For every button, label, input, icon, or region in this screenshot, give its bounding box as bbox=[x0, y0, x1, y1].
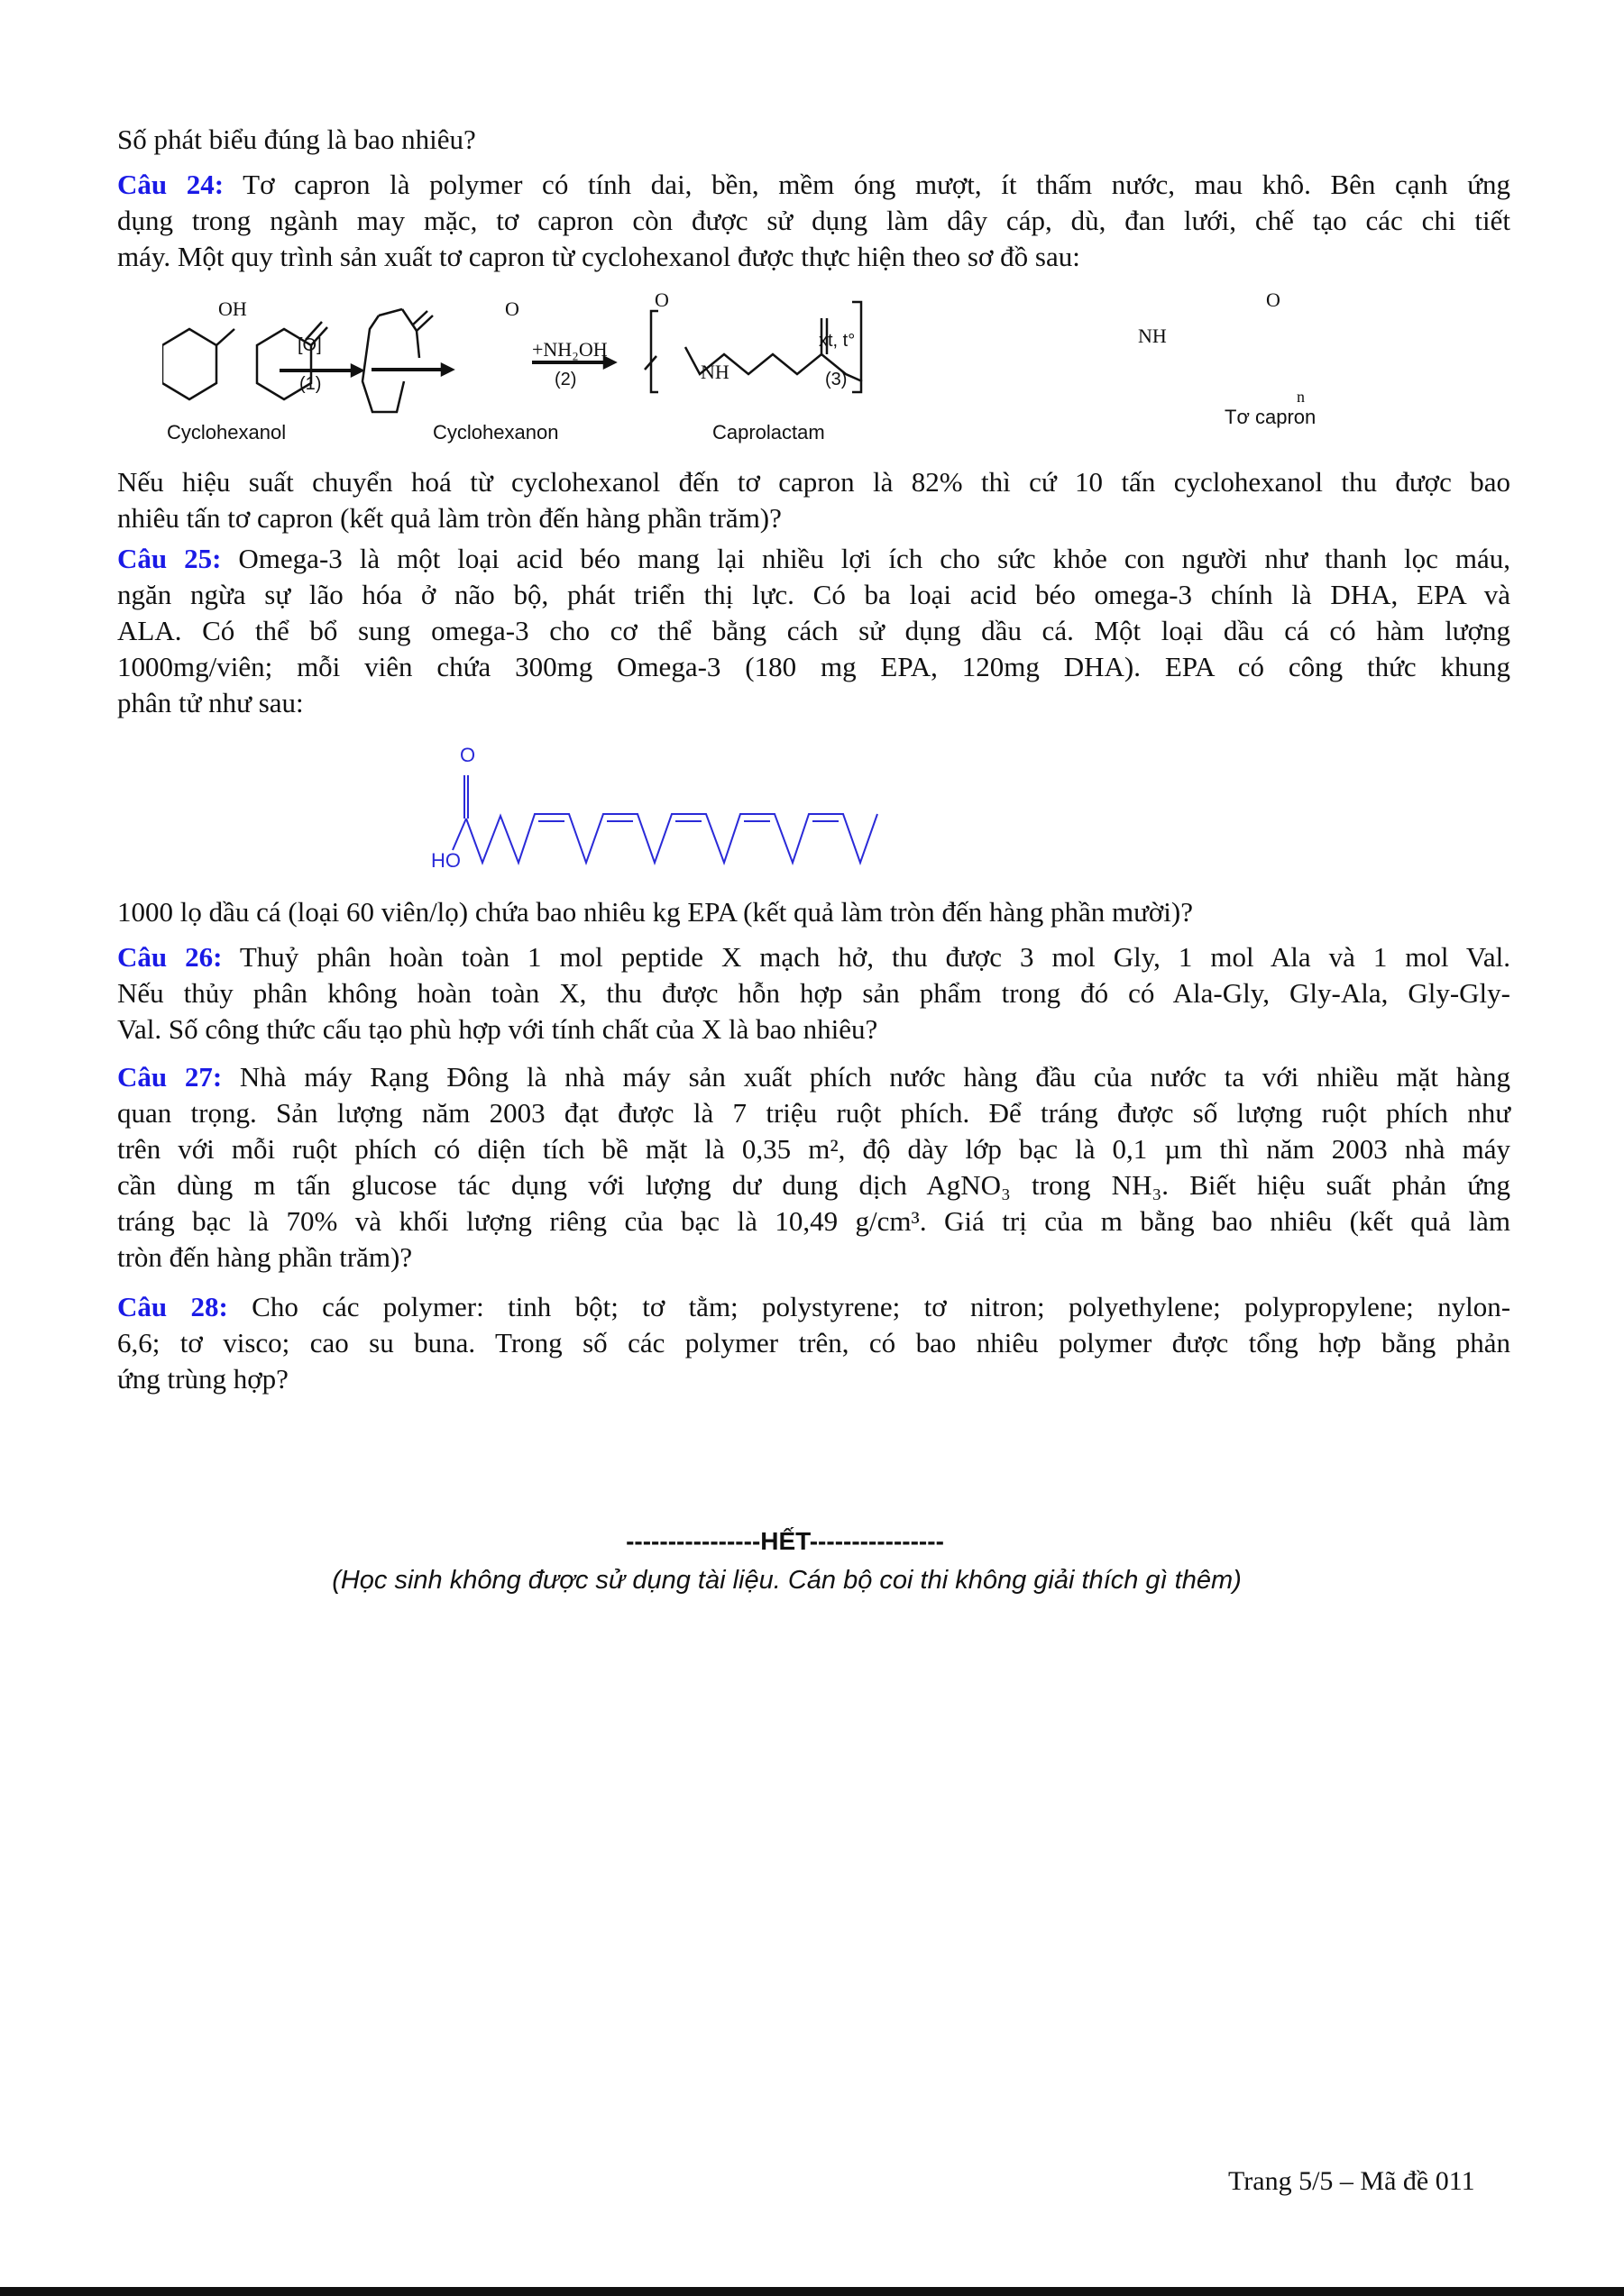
text-line: Thuỷ phân hoàn toàn 1 mol peptide X mạch hở, thu được 3 mol Gly, 1 mol Ala và 1 mol Val. bbox=[222, 941, 1511, 973]
text-line: Nếu hiệu suất chuyển hoá từ cyclohexanol đến tơ capron là 82% thì cứ 10 tấn cyclohexanol thu được bao bbox=[117, 466, 1510, 498]
text-line: tròn đến hàng phần trăm)? bbox=[117, 1241, 413, 1273]
text-line: ALA. Có thể bổ sung omega-3 cho cơ thể bằng cách sử dụng dầu cá. Một loại dầu cá có hàm lượng bbox=[117, 615, 1510, 646]
question-label: Câu 24: bbox=[117, 169, 225, 200]
text-line: Cho các polymer: tinh bột; tơ tằm; polystyrene; tơ nitron; polyethylene; polypropylene; nylon- bbox=[227, 1291, 1511, 1322]
ho-label: HO bbox=[431, 849, 461, 872]
page-footer: Trang 5/5 – Mã đề 011 bbox=[1228, 2166, 1475, 2196]
nh-label: NH bbox=[1138, 325, 1167, 347]
step3-reagent: xt, t° bbox=[819, 331, 856, 351]
text-line: ứng trùng hợp? bbox=[117, 1363, 289, 1395]
oh-label: OH bbox=[218, 297, 247, 320]
scheme-labels bbox=[162, 275, 1497, 460]
text-line: trên với mỗi ruột phích có diện tích bề mặt là 0,35 m², độ dày lớp bạc là 0,1 µm thì năm 2003 nhà máy bbox=[117, 1133, 1510, 1165]
intro-question bbox=[117, 122, 1510, 158]
text-line: nhiêu tấn tơ capron (kết quả làm tròn đến hàng phần trăm)? bbox=[117, 502, 782, 534]
text-line: máy. Một quy trình sản xuất tơ capron từ cyclohexanol được thực hiện theo sơ đồ sau: bbox=[117, 241, 1080, 272]
text-line: Số phát biểu đúng là bao nhiêu? bbox=[117, 123, 476, 155]
end-marker: ----------------HẾT---------------- bbox=[626, 1527, 944, 1555]
text-line: ngăn ngừa sự lão hóa ở não bộ, phát triển thị lực. Có ba loại acid béo omega-3 chính là DHA, EPA và bbox=[117, 579, 1510, 610]
question-label: Câu 25: bbox=[117, 543, 222, 574]
epa-skeletal-formula bbox=[415, 739, 1190, 883]
text-line: dụng trong ngành may mặc, tơ capron còn được sử dụng làm dây cáp, dù, đan lưới, chế tạo các chi tiết bbox=[117, 205, 1510, 236]
n-label: n bbox=[1297, 388, 1305, 406]
step2-reagent: +NH₂OH bbox=[532, 338, 608, 361]
step1-reagent: [O] bbox=[298, 335, 322, 355]
o-label: O bbox=[460, 744, 476, 766]
o-label: O bbox=[505, 297, 519, 320]
question-25-prompt bbox=[117, 894, 1510, 930]
step2-number: (2) bbox=[555, 370, 577, 389]
text-line: 6,6; tơ visco; cao su buna. Trong số các polymer trên, có bao nhiêu polymer được tổng hợp bằng phản bbox=[117, 1327, 1510, 1358]
step1-number: (1) bbox=[299, 374, 322, 394]
text-line: Omega-3 là một loại acid béo mang lại nhiều lợi ích cho sức khỏe con người như thanh lọc máu, bbox=[221, 543, 1510, 574]
text-line: Nhà máy Rạng Đông là nhà máy sản xuất phích nước hàng đầu của nước ta với nhiều mặt hàng bbox=[222, 1061, 1510, 1093]
text-line: phân tử như sau: bbox=[117, 687, 304, 718]
question-28 bbox=[117, 1289, 1510, 1397]
question-24 bbox=[117, 167, 1510, 275]
compound-name: Cyclohexanon bbox=[433, 421, 559, 444]
question-label: Câu 26: bbox=[117, 941, 223, 973]
text-line: cần dùng m tấn glucose tác dụng với lượng dư dung dịch AgNO₃ trong NH₃. Biết hiệu suất phản ứng bbox=[117, 1169, 1510, 1201]
compound-name: Caprolactam bbox=[712, 421, 825, 444]
nh-label: NH bbox=[701, 361, 729, 383]
text-line: Nếu thủy phân không hoàn toàn X, thu được hỗn hợp sản phẩm trong đó có Ala-Gly, Gly-Ala, Gly-Gly- bbox=[117, 977, 1510, 1009]
text-line: tráng bạc là 70% và khối lượng riêng của bạc là 10,49 g/cm³. Giá trị của m bằng bao nhiêu (kết quả làm bbox=[117, 1205, 1510, 1237]
text-line: 1000mg/viên; mỗi viên chứa 300mg Omega-3 (180 mg EPA, 120mg DHA). EPA có công thức khung bbox=[117, 651, 1510, 682]
step3-number: (3) bbox=[825, 370, 848, 389]
question-24-prompt bbox=[117, 464, 1510, 536]
question-label: Câu 28: bbox=[117, 1291, 228, 1322]
question-26 bbox=[117, 939, 1510, 1047]
compound-name: Tơ capron bbox=[1225, 406, 1317, 428]
compound-name: Cyclohexanol bbox=[167, 421, 287, 444]
question-25 bbox=[117, 541, 1510, 721]
text-line: 1000 lọ dầu cá (loại 60 viên/lọ) chứa bao nhiêu kg EPA (kết quả làm tròn đến hàng phần mười)? bbox=[117, 896, 1193, 928]
bottom-border bbox=[0, 2287, 1624, 2296]
text-line: quan trọng. Sản lượng năm 2003 đạt được là 7 triệu ruột phích. Để tráng được số lượng ruột phích như bbox=[117, 1097, 1510, 1129]
end-note: (Học sinh không được sử dụng tài liệu. Cán bộ coi thi không giải thích gì thêm) bbox=[332, 1566, 1242, 1595]
o-label: O bbox=[1266, 288, 1280, 311]
o-label: O bbox=[655, 288, 669, 311]
question-label: Câu 27: bbox=[117, 1061, 223, 1093]
question-27 bbox=[117, 1059, 1510, 1276]
text-line: Tơ capron là polymer có tính dai, bền, mềm óng mượt, ít thấm nước, mau khô. Bên cạnh ứng bbox=[224, 169, 1511, 200]
text-line: Val. Số công thức cấu tạo phù hợp với tính chất của X là bao nhiêu? bbox=[117, 1013, 878, 1045]
